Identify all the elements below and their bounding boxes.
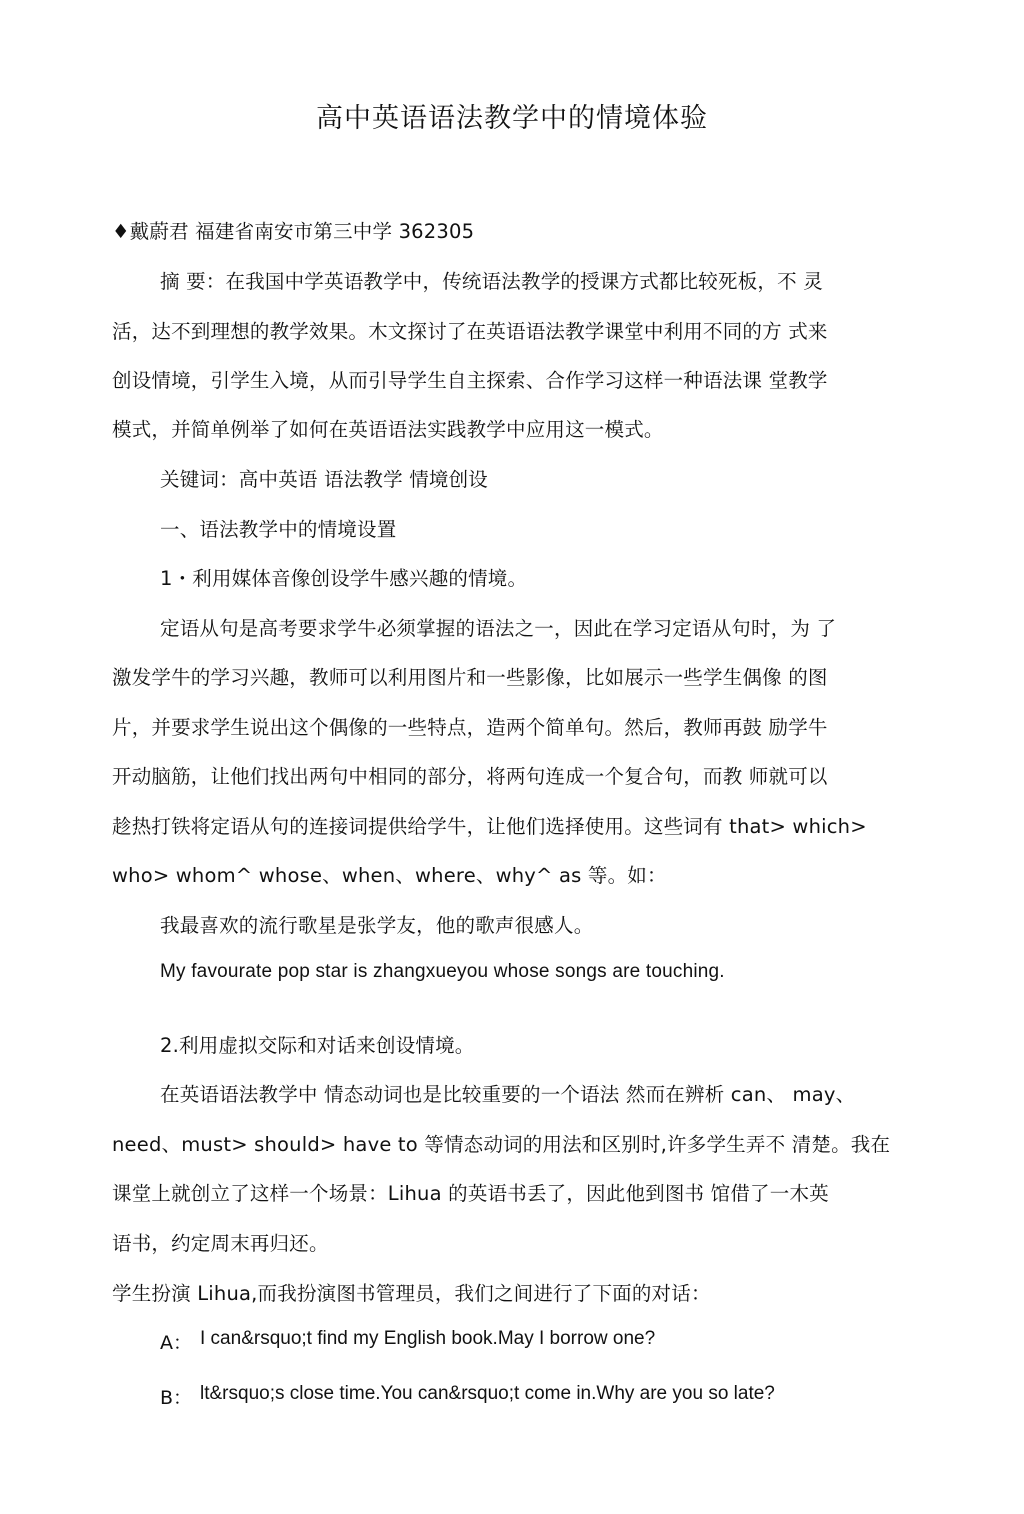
- body-line: 趁热打铁将定语从句的连接词提供给学牛，让他们选择使用。这些词有 that> which>: [112, 815, 867, 838]
- body-line: 开动脑筋，让他们找出两句中相同的部分，将两句连成一个复合句，而教 师就可以: [112, 765, 828, 788]
- abstract-line: 创设情境，引学生入境，从而引导学生自主探索、合作学习这样一种语法课 堂教学: [112, 369, 828, 392]
- author-line: ♦戴蔚君 福建省南安市第三中学 362305: [112, 220, 475, 243]
- example-chinese: 我最喜欢的流行歌星是张学友，他的歌声很感人。: [160, 914, 594, 937]
- section-heading: 一、语法教学中的情境设置: [160, 518, 397, 541]
- dialog-intro: 学生扮演 Lihua,而我扮演图书管理员，我们之间进行了下面的对话：: [112, 1282, 711, 1305]
- body-line: 激发学牛的学习兴趣，教师可以利用图片和一些影像，比如展示一些学生偶像 的图: [112, 666, 828, 689]
- body-line: who> whom^ whose、when、where、why^ as 等。如：: [112, 864, 667, 887]
- dialog-speaker: B：: [160, 1387, 193, 1409]
- body-line: 片，并要求学生说出这个偶像的一些特点，造两个简单句。然后，教师再鼓 励学牛: [112, 716, 828, 739]
- abstract-line: 活，达不到理想的教学效果。木文探讨了在英语语法教学课堂中利用不同的方 式来: [112, 320, 828, 343]
- dialog-speaker: A：: [160, 1332, 192, 1354]
- body-line: 定语从句是高考要求学牛必须掌握的语法之一，因此在学习定语从句时，为 了: [160, 617, 837, 640]
- keywords-line: 关键词：高中英语 语法教学 情境创设: [160, 468, 488, 491]
- body-line: 在英语语法教学中 情态动词也是比较重要的一个语法 然而在辨析 can、 may、: [160, 1083, 856, 1106]
- dialog-text: I can&rsquo;t find my English book.May I borrow one?: [200, 1328, 656, 1349]
- subsection-heading: 1・利用媒体音像创设学牛感兴趣的情境。: [160, 567, 528, 590]
- body-line: 语书，约定周末再归还。: [112, 1232, 329, 1255]
- example-english: My favourate pop star is zhangxueyou whose songs are touching.: [160, 961, 725, 982]
- subsection-heading: 2.利用虚拟交际和对话来创设情境。: [160, 1034, 475, 1057]
- abstract-line: 摘 要：在我国中学英语教学中，传统语法教学的授课方式都比较死板，不 灵: [160, 270, 823, 293]
- document-title: 高中英语语法教学中的情境体验: [316, 103, 708, 134]
- body-line: 课堂上就创立了这样一个场景：Lihua 的英语书丢了，因此他到图书 馆借了一木英: [112, 1182, 829, 1205]
- dialog-text: lt&rsquo;s close time.You can&rsquo;t come in.Why are you so late?: [200, 1383, 775, 1404]
- body-line: need、must> should> have to 等情态动词的用法和区别时,许多学生弄不 清楚。我在: [112, 1133, 891, 1156]
- abstract-line: 模式，并简单例举了如何在英语语法实践教学中应用这一模式。: [112, 418, 664, 441]
